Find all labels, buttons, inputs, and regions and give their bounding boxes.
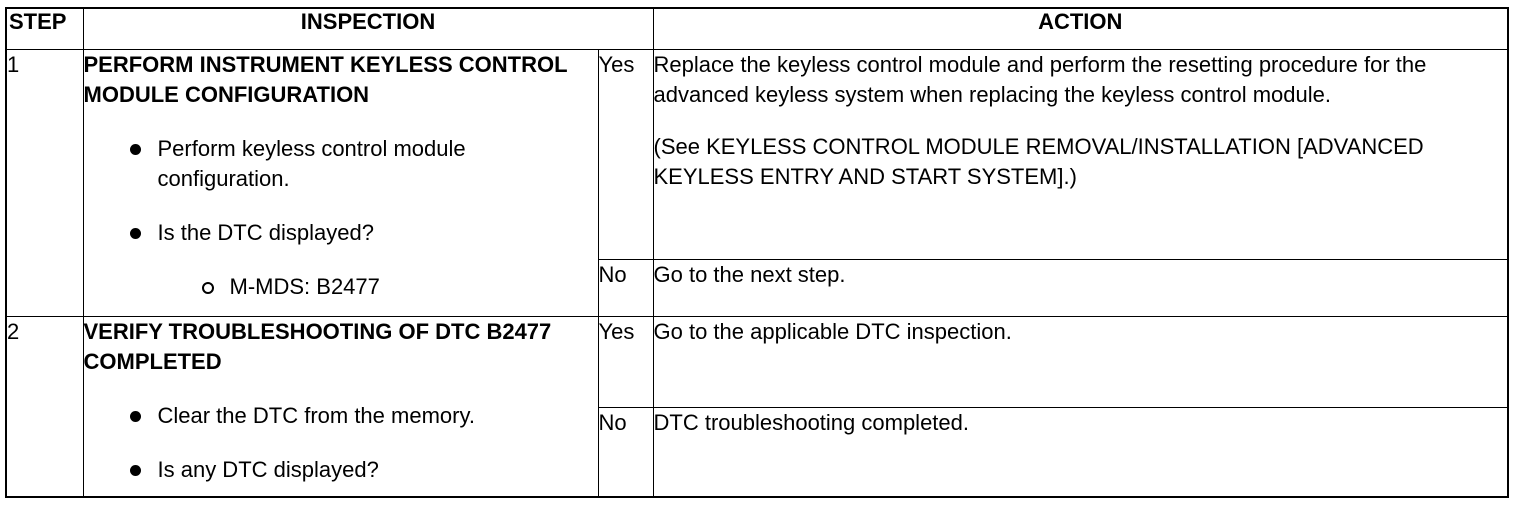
bullet-dot-icon [130,465,141,476]
step-2-no-label: No [598,408,653,498]
list-item [128,134,598,194]
step-2-title: VERIFY TROUBLESHOOTING OF DTC B2477 COMPLETED [83,319,552,374]
diagnostic-procedure-table [5,7,1509,498]
bullet-dot-icon [130,144,141,155]
step-2-bullet-2: Is any DTC displayed? [157,457,379,482]
step-2-yes-label: Yes [598,317,653,408]
step-1-bullet-list [84,134,598,302]
step-1-yes-action-reference: (See KEYLESS CONTROL MODULE REMOVAL/INSTALLATION [ADVANCED KEYLESS ENTRY AND START SYSTEM].) [653,134,1424,189]
step-column-header: STEP [6,8,83,50]
step-2-inspection [83,317,598,498]
step-2-yes-action: Go to the applicable DTC inspection. [653,317,1508,408]
step-2-number: 2 [6,317,83,498]
step-1-yes-label: Yes [598,50,653,260]
step-1-number: 1 [6,50,83,317]
step-1-no-action: Go to the next step. [653,260,1508,317]
step-1-no-label: No [598,260,653,317]
step-2-bullet-list [84,401,598,485]
list-item [200,272,598,302]
header-row [6,8,1508,50]
step-1-inspection [83,50,598,317]
list-item [128,218,598,302]
list-item [128,455,598,485]
step-1-yes-action-text: Replace the keyless control module and perform the resetting procedure for the advanced keyless system when replacing the keyless control module. [653,52,1427,107]
step-2-yes-row [6,317,1508,408]
step-1-sub-list [158,272,598,302]
action-column-header: ACTION [653,8,1508,50]
step-1-bullet-1: Perform keyless control module configuration. [157,136,466,191]
inspection-column-header: INSPECTION [83,8,653,50]
step-1-sub-bullet: M-MDS: B2477 [229,274,380,299]
bullet-ring-icon [202,282,214,294]
step-2-no-action: DTC troubleshooting completed. [653,408,1508,498]
step-1-bullet-2: Is the DTC displayed? [157,220,374,245]
step-1-yes-row [6,50,1508,260]
bullet-dot-icon [130,411,141,422]
bullet-dot-icon [130,228,141,239]
step-1-title: PERFORM INSTRUMENT KEYLESS CONTROL MODULE CONFIGURATION [83,52,568,107]
step-2-bullet-1: Clear the DTC from the memory. [157,403,475,428]
list-item [128,401,598,431]
step-1-yes-action [653,50,1508,260]
